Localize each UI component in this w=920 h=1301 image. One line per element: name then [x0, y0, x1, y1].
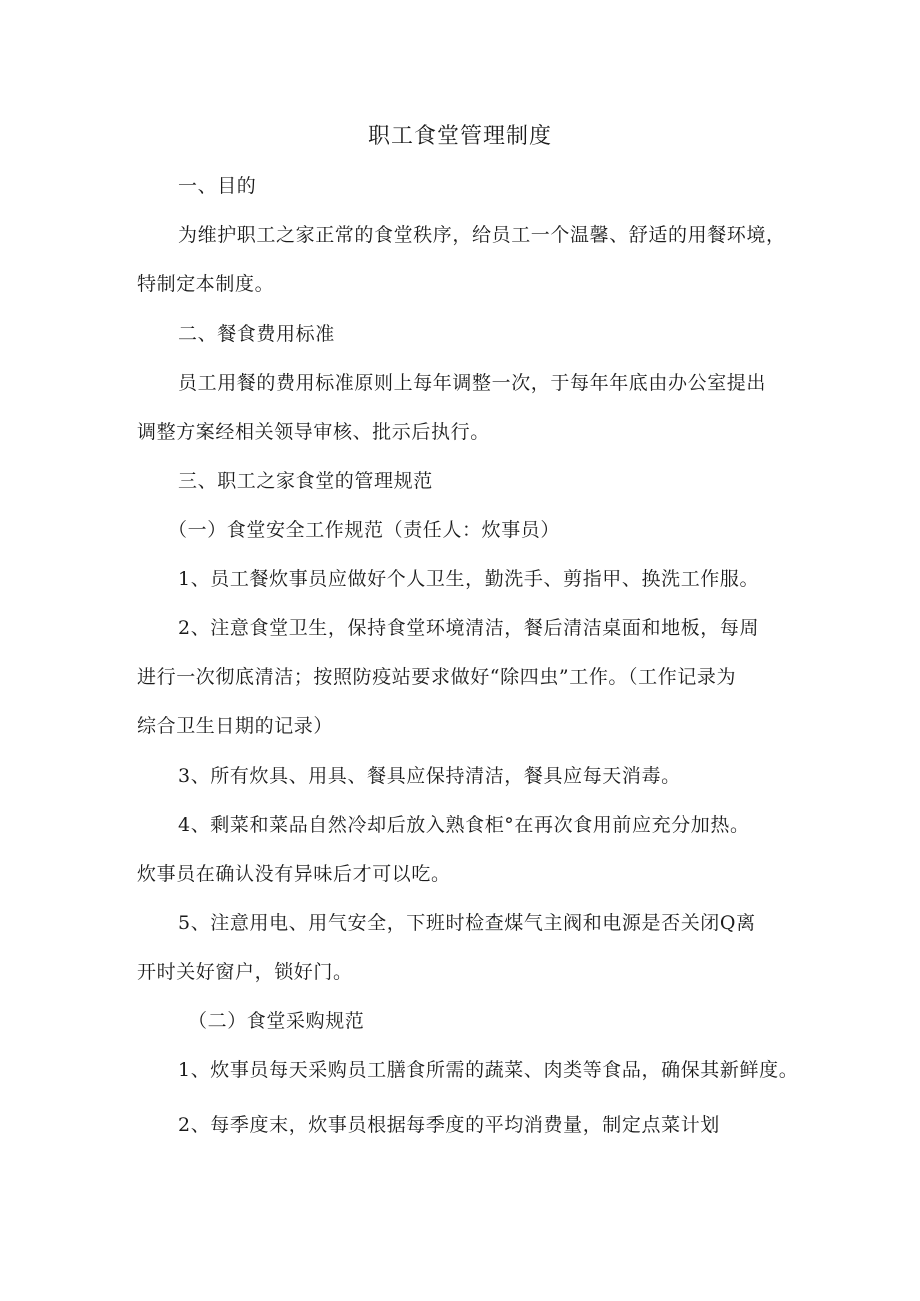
section-heading-purpose: 一、目的 — [178, 175, 257, 197]
rule-item-continued: 综合卫生日期的记录） — [137, 715, 334, 737]
rule-item: 2、每季度末，炊事员根据每季度的平均消费量，制定点菜计划 — [178, 1114, 720, 1136]
rule-item-continued: 炊事员在确认没有异味后才可以吃。 — [137, 863, 451, 885]
subsection-heading-safety: （一）食堂安全工作规范（责任人：炊事员） — [168, 519, 561, 541]
rule-item-continued: 开时关好窗户，锁好门。 — [137, 961, 353, 983]
rule-item-continued: 进行一次彻底清洁；按照防疫站要求做好“除四虫”工作。（工作记录为 — [137, 666, 737, 688]
rule-item: 1、炊事员每天采购员工膳食所需的蔬菜、肉类等食品，确保其新鲜度。 — [178, 1059, 799, 1081]
paragraph-line: 员工用餐的费用标准原则上每年调整一次，于每年年底由办公室提出 — [178, 372, 767, 394]
document-title: 职工食堂管理制度 — [367, 124, 552, 149]
section-heading-fee-standard: 二、餐食费用标准 — [178, 323, 335, 345]
subsection-heading-purchasing: （二）食堂采购规范 — [188, 1010, 365, 1032]
paragraph-line: 为维护职工之家正常的食堂秩序，给员工一个温馨、舒适的用餐环境， — [178, 224, 786, 246]
rule-item: 1、员工餐炊事员应做好个人卫生，勤洗手、剪指甲、换洗工作服。 — [178, 568, 760, 590]
rule-item: 4、剩菜和菜品自然冷却后放入熟食柜°在再次食用前应充分加热。 — [178, 814, 750, 836]
paragraph-line: 特制定本制度。 — [137, 273, 275, 295]
paragraph-line: 调整方案经相关领导审核、批示后执行。 — [137, 421, 490, 443]
rule-item: 2、注意食堂卫生，保持食堂环境清洁，餐后清洁桌面和地板，每周 — [178, 617, 760, 639]
rule-item: 3、所有炊具、用具、餐具应保持清洁，餐具应每天消毒。 — [178, 765, 681, 787]
section-heading-management-rules: 三、职工之家食堂的管理规范 — [178, 470, 433, 492]
rule-item: 5、注意用电、用气安全，下班时检查煤气主阀和电源是否关闭Q离 — [178, 912, 756, 934]
